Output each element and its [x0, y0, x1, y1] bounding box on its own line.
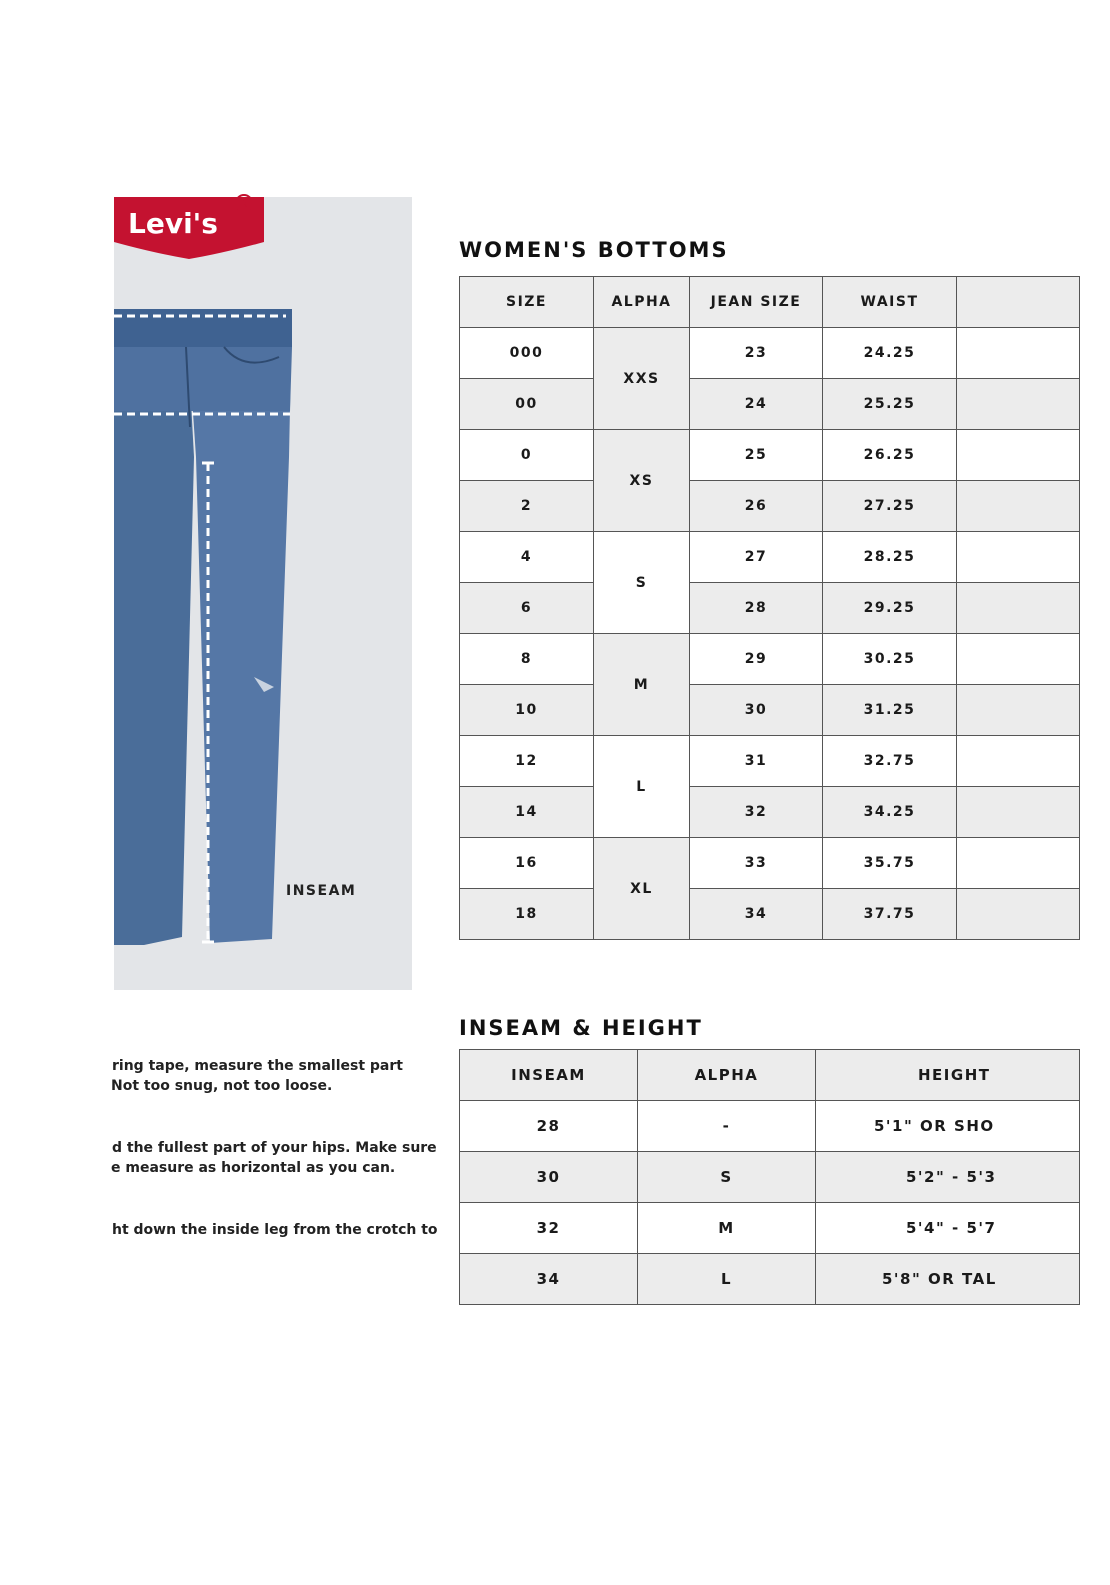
table-row — [460, 1203, 1080, 1254]
size-cell: 00 — [460, 379, 594, 430]
inseam-height-table — [459, 1049, 997, 1319]
inseam-cell: 30 — [460, 1152, 638, 1203]
jean-size-cell: 27 — [690, 532, 823, 583]
waist-cell: 37.75 — [823, 889, 957, 940]
table-row — [460, 889, 1080, 940]
jean-size-cell: 29 — [690, 634, 823, 685]
table-row — [460, 430, 1080, 481]
col-header-height: HEIGHT — [816, 1050, 1080, 1101]
alpha-cell: L — [638, 1254, 816, 1305]
table-row — [460, 685, 1080, 736]
waist-cell: 32.75 — [823, 736, 957, 787]
table-row — [460, 481, 1080, 532]
size-cell: 6 — [460, 583, 594, 634]
table-row — [460, 1254, 1080, 1305]
size-cell: 0 — [460, 430, 594, 481]
alpha-cell: XL — [594, 838, 690, 940]
table-row — [460, 1152, 1080, 1203]
size-cell: 14 — [460, 787, 594, 838]
waist-cell: 25.25 — [823, 379, 957, 430]
jean-size-cell: 32 — [690, 787, 823, 838]
table-row — [460, 838, 1080, 889]
jean-size-cell: 28 — [690, 583, 823, 634]
size-cell: 2 — [460, 481, 594, 532]
alpha-cell: L — [594, 736, 690, 838]
height-cell: 5'2" - 5'3 — [816, 1152, 1080, 1203]
height-cell: 5'4" - 5'7 — [816, 1203, 1080, 1254]
table-row — [460, 328, 1080, 379]
jean-size-cell: 33 — [690, 838, 823, 889]
alpha-cell: S — [594, 532, 690, 634]
col-header-alpha: ALPHA — [594, 277, 690, 328]
waist-cell: 27.25 — [823, 481, 957, 532]
measuring-instructions — [111, 1052, 438, 1252]
waist-cell: 26.25 — [823, 430, 957, 481]
alpha-cell: - — [638, 1101, 816, 1152]
jeans-icon — [114, 197, 412, 990]
table-row — [460, 634, 1080, 685]
table-row — [460, 583, 1080, 634]
jean-size-cell: 31 — [690, 736, 823, 787]
instruction-line: ring tape, measure the smallest part — [112, 1058, 403, 1074]
jean-size-cell: 30 — [690, 685, 823, 736]
size-cell: 8 — [460, 634, 594, 685]
col-header-cut-off — [957, 277, 1080, 328]
height-cell: 5'1" OR SHO — [816, 1101, 1080, 1152]
table-header-row — [460, 1050, 1080, 1101]
inseam-cell: 32 — [460, 1203, 638, 1254]
alpha-cell: S — [638, 1152, 816, 1203]
waist-cell: 31.25 — [823, 685, 957, 736]
table-row — [460, 1101, 1080, 1152]
alpha-cell: XS — [594, 430, 690, 532]
waist-cell: 29.25 — [823, 583, 957, 634]
waist-cell: 28.25 — [823, 532, 957, 583]
col-header-alpha: ALPHA — [638, 1050, 816, 1101]
womens-bottoms-table — [459, 276, 985, 972]
table-row — [460, 379, 1080, 430]
table-row — [460, 532, 1080, 583]
inseam-cell: 28 — [460, 1101, 638, 1152]
size-cell: 16 — [460, 838, 594, 889]
inseam-height-title: INSEAM & HEIGHT — [459, 1016, 703, 1040]
inseam-cell: 34 — [460, 1254, 638, 1305]
jean-size-cell: 24 — [690, 379, 823, 430]
jean-size-cell: 34 — [690, 889, 823, 940]
waist-cell: 34.25 — [823, 787, 957, 838]
waist-cell: 35.75 — [823, 838, 957, 889]
col-header-inseam: INSEAM — [460, 1050, 638, 1101]
table-row — [460, 736, 1080, 787]
instruction-line: d the fullest part of your hips. Make sure — [112, 1140, 437, 1156]
jean-size-cell: 23 — [690, 328, 823, 379]
instruction-line: e measure as horizontal as you can. — [111, 1160, 396, 1176]
jeans-illustration-panel — [114, 197, 412, 990]
alpha-cell: M — [638, 1203, 816, 1254]
instruction-line: Not too snug, not too loose. — [111, 1078, 333, 1094]
waist-cell: 24.25 — [823, 328, 957, 379]
height-cell: 5'8" OR TAL — [816, 1254, 1080, 1305]
alpha-cell: M — [594, 634, 690, 736]
size-cell: 10 — [460, 685, 594, 736]
size-cell: 18 — [460, 889, 594, 940]
size-cell: 000 — [460, 328, 594, 379]
svg-text:Levi's: Levi's — [128, 207, 218, 240]
col-header-jean-size: JEAN SIZE — [690, 277, 823, 328]
jean-size-cell: 25 — [690, 430, 823, 481]
col-header-waist: WAIST — [823, 277, 957, 328]
size-cell: 12 — [460, 736, 594, 787]
table-row — [460, 787, 1080, 838]
size-cell: 4 — [460, 532, 594, 583]
instruction-line: ht down the inside leg from the crotch to — [112, 1222, 438, 1238]
table-header-row — [460, 277, 1080, 328]
col-header-size: SIZE — [460, 277, 594, 328]
svg-text:R: R — [240, 199, 247, 210]
jean-size-cell: 26 — [690, 481, 823, 532]
alpha-cell: XXS — [594, 328, 690, 430]
inseam-label: INSEAM — [286, 883, 357, 899]
womens-bottoms-title: WOMEN'S BOTTOMS — [459, 238, 729, 262]
waist-cell: 30.25 — [823, 634, 957, 685]
